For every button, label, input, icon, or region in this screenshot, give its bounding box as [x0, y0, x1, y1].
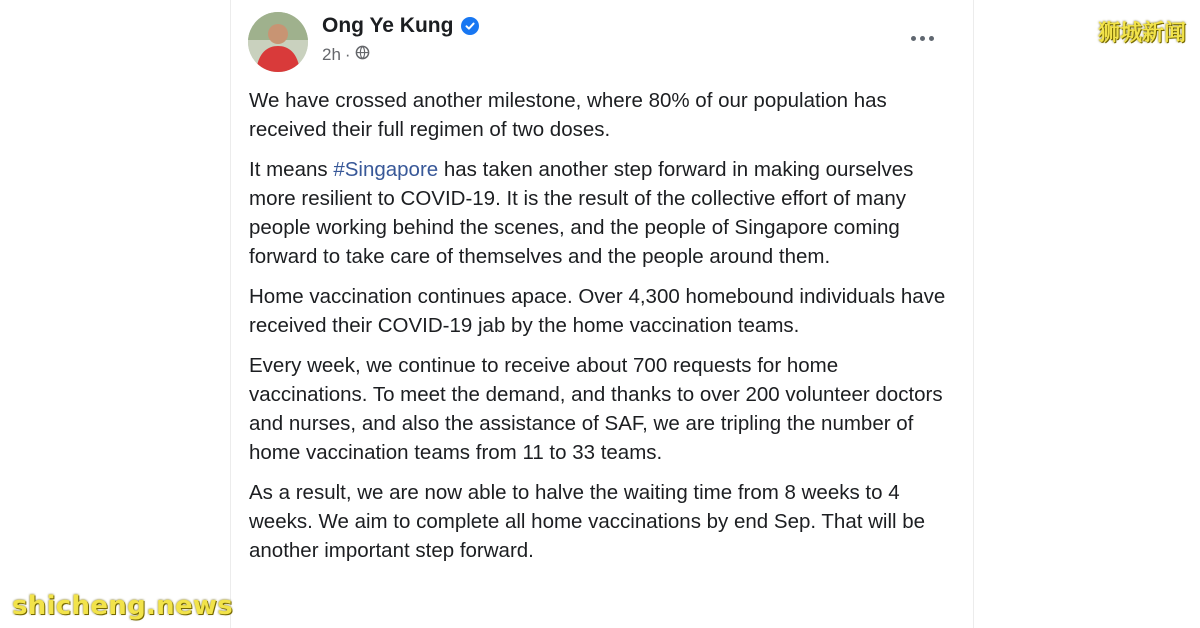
dot: [929, 36, 934, 41]
dot: [911, 36, 916, 41]
dot: [920, 36, 925, 41]
hashtag-link[interactable]: #Singapore: [333, 158, 439, 181]
post-paragraph-1: We have crossed another milestone, where 80% of our population has received their full regimen of two doses.: [249, 89, 887, 141]
author-avatar[interactable]: [248, 12, 308, 72]
paragraph-text: has taken another step forward in making ourselves more resilient to COVID-19. It is the result of the collective effort of many people working behind the scenes, and the people of Singapore coming forward to take care of themselves and the people around them.: [249, 158, 914, 268]
more-options-icon[interactable]: [904, 24, 940, 52]
watermark-top-right: 狮城新闻: [1097, 21, 1186, 46]
author-name[interactable]: Ong Ye Kung: [322, 14, 454, 37]
watermark-bottom-left: shicheng.news: [12, 591, 233, 621]
post-meta: [322, 45, 370, 65]
post-paragraph-3: Home vaccination continues apace. Over 4,300 homebound individuals have received their COVID-19 jab by the home vaccination teams.: [249, 285, 946, 337]
post-paragraph-2: [249, 155, 954, 271]
author-header: [322, 14, 479, 38]
paragraph-text: It means: [249, 158, 334, 181]
globe-icon[interactable]: [355, 45, 370, 65]
verified-badge-icon: [461, 17, 479, 35]
post-paragraph-5: As a result, we are now able to halve the waiting time from 8 weeks to 4 weeks. We aim to complete all home vaccinations by end Sep. That will be another important step forward.: [249, 481, 926, 562]
post-body: [249, 86, 954, 576]
post-timestamp[interactable]: 2h: [322, 45, 341, 64]
meta-separator: ·: [344, 45, 351, 64]
avatar-image: [248, 12, 308, 72]
post-paragraph-4: Every week, we continue to receive about 700 requests for home vaccinations. To meet the demand, and thanks to over 200 volunteer doctors and nurses, and also the assistance of SAF, we are tripling the number of home vaccination teams from 11 to 33 teams.: [249, 354, 943, 464]
